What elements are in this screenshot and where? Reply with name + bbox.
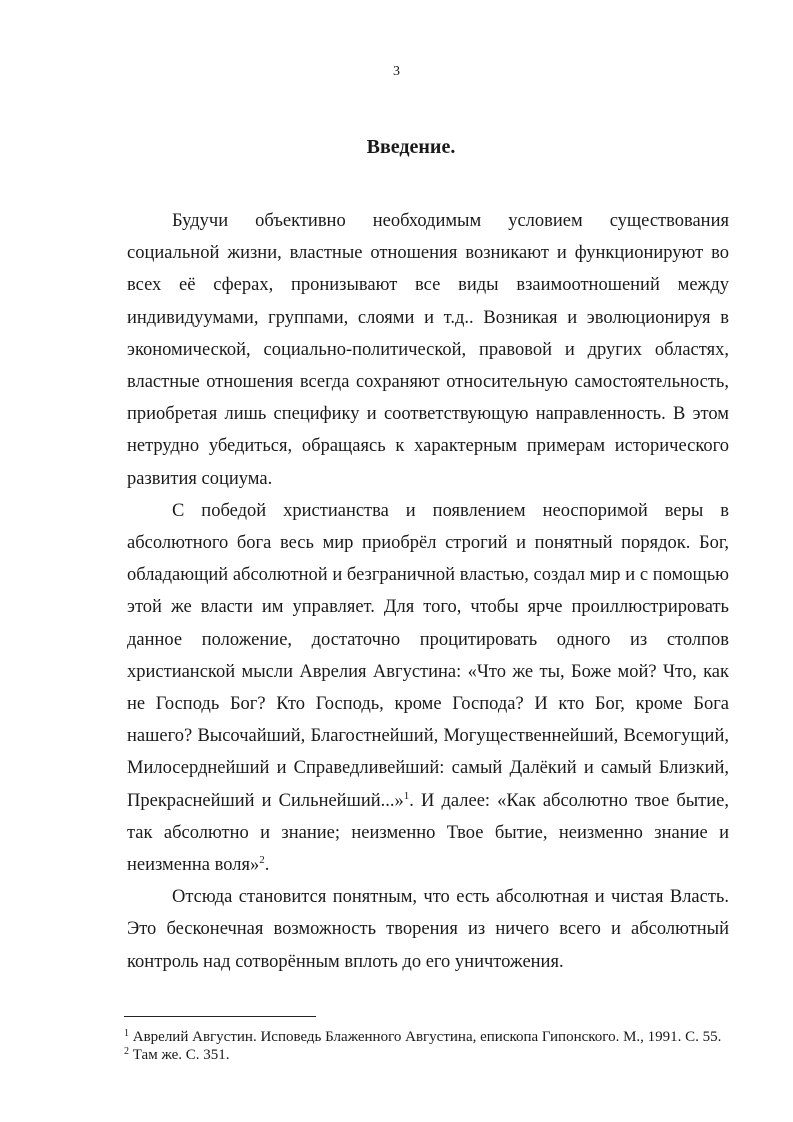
paragraph-1: Будучи объективно необходимым условием существования социальной жизни, властные отношения возникают и функционируют во всех её сферах, пронизывают все виды взаимоотношений между индивидуумами, группами, слоями и т.д.. Возникая и эволюционируя в экономической, социально-политической, правовой и других областях, властные отношения всегда сохраняют относительную самостоятельность, приобретая лишь специфику и соответствующую направленность. В этом нетрудно убедиться, обращаясь к характерным примерам исторического развития социума.: [127, 211, 729, 489]
paragraph-2-text-3: .: [264, 855, 270, 876]
paragraph-2: [127, 495, 729, 881]
paragraph-2-text-2: . И далее: «Как абсолютно твое бытие, так абсолютно и знание; неизменно Твое бытие, неизменно знание и неизменна воля»: [127, 790, 729, 876]
footnotes: [124, 1028, 729, 1064]
section-heading: Введение.: [366, 136, 456, 158]
paragraph-2-text-1: С победой христианства и появлением неоспоримой веры в абсолютного бога весь мир приобрёл строгий и понятный порядок. Бог, обладающий абсолютной и безграничной властью, создал мир и с помощью этой же власти им управляет. Для того, чтобы ярче проиллюстрировать данное положение, достаточно процитировать одного из столпов христианской мысли Аврелия Августина: «Что же ты, Боже мой? Что, как не Господь Бог? Кто Господь, кроме Господа? И кто Бог, кроме Бога нашего? Высочайший, Благостнейший, Могущественнейший, Всемогущий, Милосерднейший и Справедливейший: самый Далёкий и самый Близкий, Прекраснейший и Сильнейший...»: [127, 500, 729, 811]
footnote-2: [124, 1046, 729, 1064]
footnote-text: Там же. С. 351.: [132, 1047, 230, 1063]
footnote-marker: 2: [124, 1046, 129, 1057]
footnote-marker: 1: [124, 1028, 129, 1039]
paragraph-3: Отсюда становится понятным, что есть абсолютная и чистая Власть. Это бесконечная возможность творения из ничего всего и абсолютный контроль над сотворённым вплоть до его уничтожения.: [127, 887, 729, 972]
body-text: [127, 205, 729, 978]
footnote-separator: [124, 1016, 316, 1017]
footnote-ref-1: 1: [403, 789, 410, 802]
footnote-1: [124, 1028, 729, 1046]
footnote-ref-2: 2: [259, 854, 265, 867]
page-number: 3: [393, 64, 400, 79]
footnote-text: Аврелий Августин. Исповедь Блаженного Августина, епископа Гипонского. М., 1991. С. 55.: [132, 1029, 722, 1045]
